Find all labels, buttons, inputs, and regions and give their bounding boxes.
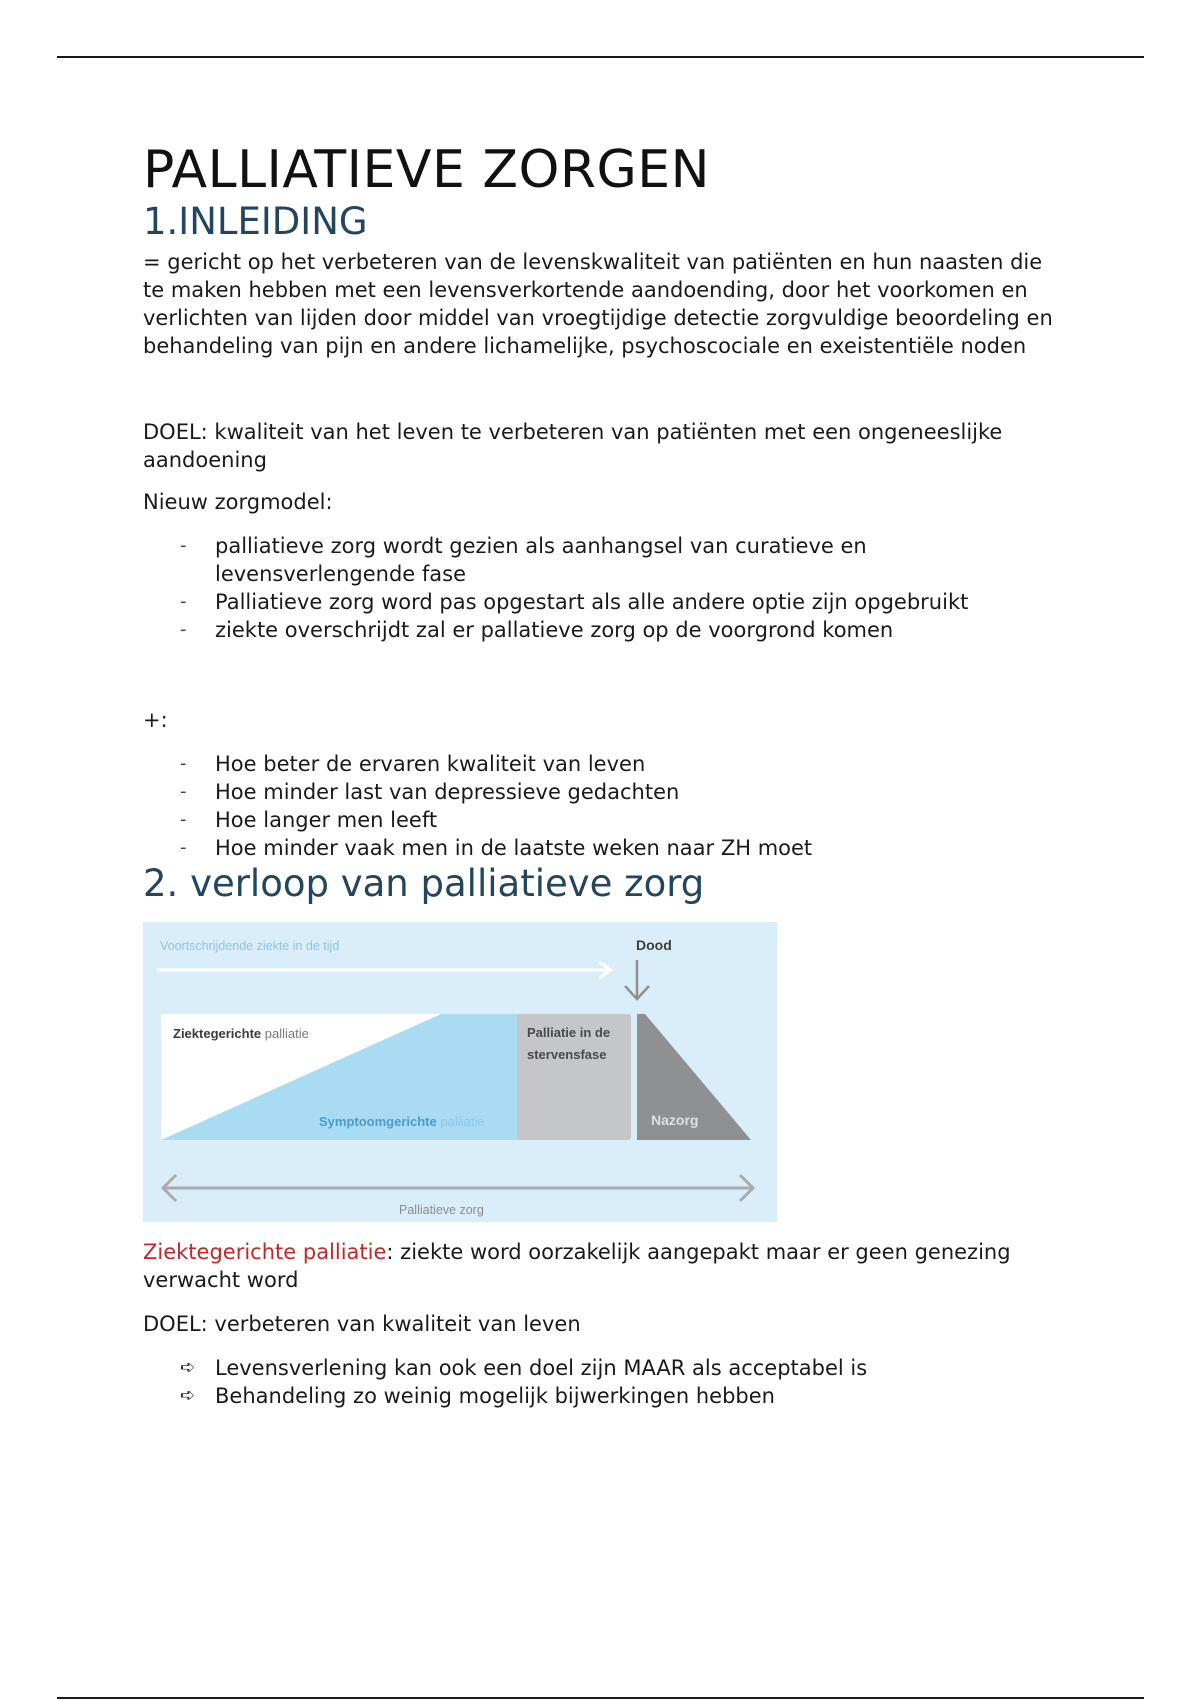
benefits-list [143,750,1063,862]
dash-bullet: - [180,535,187,556]
header-rule [57,56,1144,58]
goal2-paragraph: DOEL: verbeteren van kwaliteit van leven [143,1312,581,1336]
goal-list [143,1354,1063,1410]
dash-bullet: - [180,781,187,802]
dying-phase-label-line1: Palliatie in de [527,1025,611,1040]
list-item: ➪ Levensverlening kan ook een doel zijn MAAR als acceptabel is [180,1356,868,1380]
dash-bullet: - [180,837,187,858]
dying-phase-label-line2: stervensfase [527,1047,607,1062]
list-item: - Hoe langer men leeft [180,808,438,832]
list-item: - Hoe beter de ervaren kwaliteit van leven [180,752,646,776]
aftercare-label: Nazorg [651,1112,699,1128]
timeline-label: Voortschrijdende ziekte in de tijd [160,939,340,953]
plus-label: +: [143,708,168,732]
diagram-svg [143,922,777,1222]
palliative-care-diagram [143,922,777,1222]
term-highlight: Ziektegerichte palliatie [143,1240,387,1264]
goal-paragraph: DOEL: kwaliteit van het leven te verbeteren van patiënten met een ongeneeslijke aandoening [143,420,1003,472]
disease-directed-paragraph: Ziektegerichte palliatie: ziekte word oorzakelijk aangepakt maar er geen genezing verwacht word [143,1240,1011,1292]
document-title: PALLIATIEVE ZORGEN [143,140,711,200]
list-item: - Palliatieve zorg word pas opgestart als alle andere optie zijn opgebruikt [180,590,969,614]
symptom-directed-label: Symptoomgerichte palliatie [319,1114,485,1129]
list-item: - palliatieve zorg wordt gezien als aanhangsel van curatieve en levensverlengende fase [180,534,867,586]
section-heading-verloop: 2. verloop van palliatieve zorg [143,862,705,905]
document-body [143,140,1063,1410]
dash-bullet: - [180,809,187,830]
model-label: Nieuw zorgmodel: [143,490,333,514]
palliative-care-label: Palliatieve zorg [399,1203,484,1217]
list-item: - Hoe minder last van depressieve gedachten [180,780,680,804]
section-heading-inleiding: 1.INLEIDING [143,200,368,243]
definition-paragraph: = gericht op het verbeteren van de levenskwaliteit van patiënten en hun naasten die te maken hebben met een levensverkortende aandoending, door het voorkomen en verlichten van lijden door middel van vroegtijdige detectie zorgvuldige beoordeling en behandeling van pijn en andere lichamelijke, psychoscociale en exeistentiële noden [143,250,1053,358]
dash-bullet: - [180,619,187,640]
arrow-bullet-icon: ➪ [180,1357,196,1378]
dash-bullet: - [180,591,187,612]
death-label: Dood [636,937,672,953]
arrow-bullet-icon: ➪ [180,1385,196,1406]
footer-rule [57,1697,1144,1699]
disease-directed-label: Ziektegerichte palliatie [173,1026,309,1041]
model-list [143,532,1063,644]
list-item: - ziekte overschrijdt zal er pallatieve zorg op de voorgrond komen [180,618,894,642]
list-item: ➪ Behandeling zo weinig mogelijk bijwerkingen hebben [180,1384,775,1408]
list-item: - Hoe minder vaak men in de laatste weken naar ZH moet [180,836,813,860]
dash-bullet: - [180,753,187,774]
